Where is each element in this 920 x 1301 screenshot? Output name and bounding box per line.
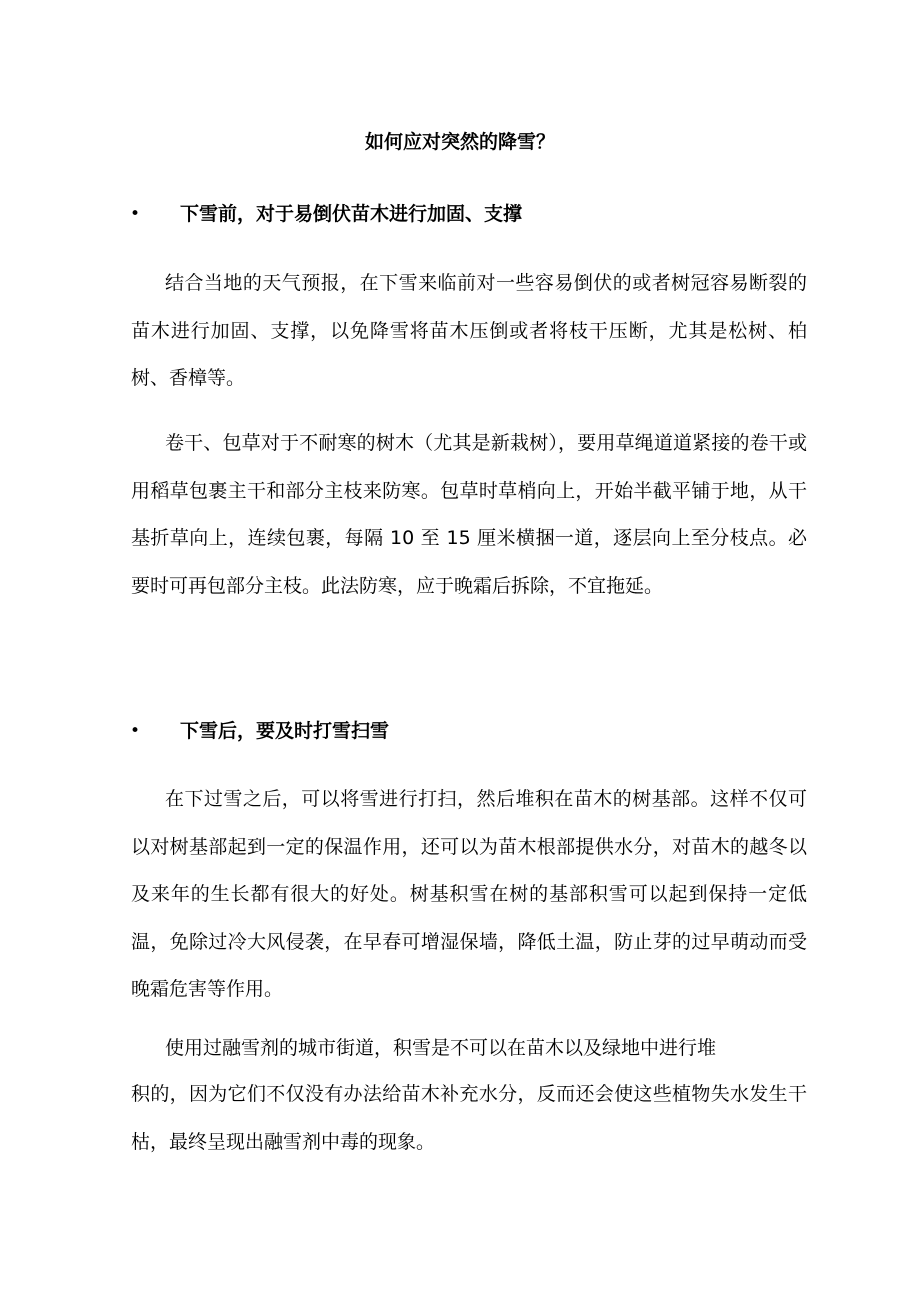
paragraph-wrap-trunk: 卷干、包草对于不耐寒的树木（尤其是新栽树），要用草绳道道紧接的卷干或用稻草包裹主干和部分主枝来防寒。包草时草梢向上，开始半截平铺于地，从干基折草向上，连续包裹，每隔 10 至 15 厘米横捆一道，逐层向上至分枝点。必要时可再包部分主枝。此法防寒，应于晚霜后拆除，不宜拖延。 [131, 432, 807, 597]
paragraph-sweep-snow: 在下过雪之后，可以将雪进行打扫，然后堆积在苗木的树基部。这样不仅可以对树基部起到一定的保温作用，还可以为苗木根部提供水分，对苗木的越冬以及来年的生长都有很大的好处。树基积雪在树的基部积雪可以起到保持一定低温，免除过冷大风侵袭，在早春可增湿保墙，降低土温，防止芽的过早萌动而受晚霜危害等作用。 [131, 788, 807, 1000]
paragraph-deicer-line1: 使用过融雪剂的城市街道，积雪是不可以在苗木以及绿地中进行堆 [165, 1037, 717, 1059]
paragraph-deicer-rest: 积的，因为它们不仅没有办法给苗木补充水分，反而还会使这些植物失水发生干枯，最终呈现出融雪剂中毒的现象。 [131, 1083, 807, 1153]
section-heading-text: 下雪后，要及时打雪扫雪 [180, 720, 390, 742]
bullet-marker: • [130, 721, 141, 741]
page-title: 如何应对突然的降雪？ [364, 131, 555, 153]
section-heading-text: 下雪前，对于易倒伏苗木进行加固、支撑 [180, 203, 523, 225]
bullet-marker: • [130, 204, 141, 224]
paragraph-reinforce-support: 结合当地的天气预报，在下雪来临前对一些容易倒伏的或者树冠容易断裂的苗木进行加固、支撑，以免降雪将苗木压倒或者将枝干压断，尤其是松树、柏树、香樟等。 [131, 272, 807, 389]
